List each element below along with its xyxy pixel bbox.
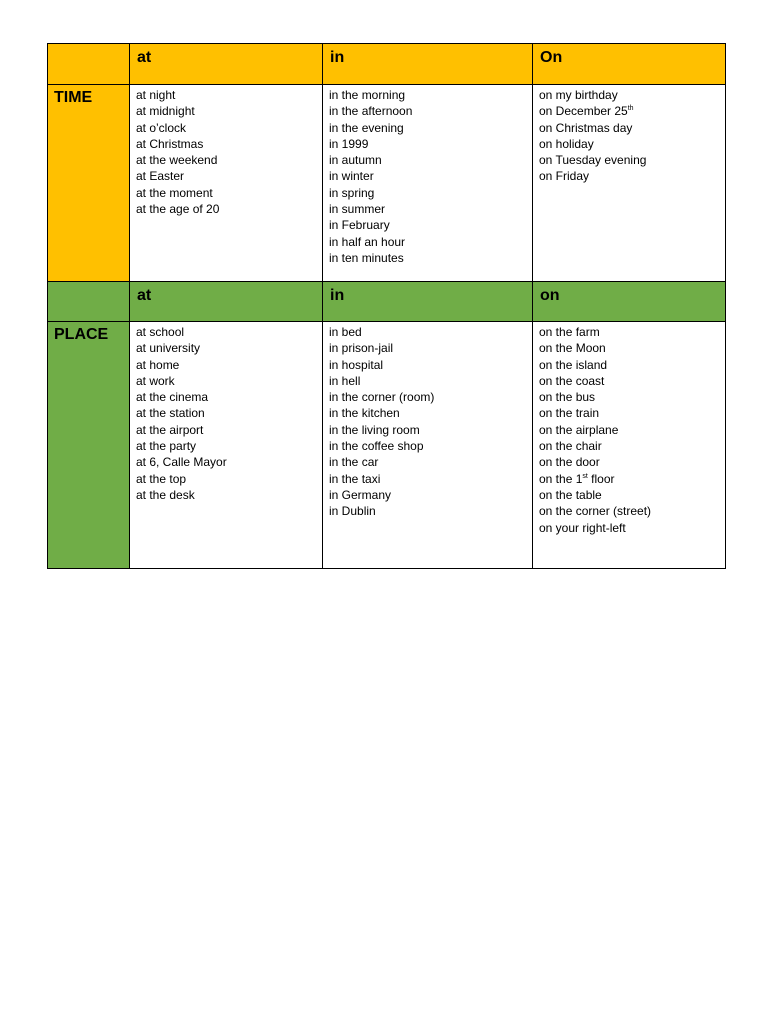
list-item <box>539 373 725 389</box>
place-at-header <box>130 282 323 322</box>
time-at-header <box>130 44 323 85</box>
item-text: at Christmas <box>136 136 204 151</box>
item-text: in spring <box>329 185 375 200</box>
time-in-header <box>323 44 533 85</box>
header-label: in <box>330 49 345 66</box>
item-text: in bed <box>329 325 362 339</box>
item-text: on the coast <box>539 373 605 388</box>
list-item <box>539 340 725 356</box>
item-text: in the kitchen <box>329 406 400 421</box>
list-item <box>329 324 532 340</box>
item-text: in ten minutes <box>329 250 404 265</box>
list-item <box>539 103 725 119</box>
item-text: at the station <box>136 406 205 421</box>
time-at-cell <box>130 85 323 282</box>
list-item <box>136 422 322 438</box>
time-label-cell <box>48 85 130 282</box>
item-text-tail: floor <box>587 471 615 486</box>
place-at-cell <box>130 322 323 569</box>
header-label: in <box>330 287 345 304</box>
list-item <box>539 487 725 503</box>
item-text: on Christmas day <box>539 120 633 135</box>
item-text: in prison-jail <box>329 341 394 356</box>
item-text: at the top <box>136 471 187 486</box>
place-label-cell <box>48 322 130 569</box>
time-on-header <box>533 44 726 85</box>
item-text: on the airplane <box>539 422 619 437</box>
place-in-cell <box>323 322 533 569</box>
list-item <box>329 454 532 470</box>
list-item <box>136 373 322 389</box>
item-text: in the living room <box>329 422 420 437</box>
time-label: TIME <box>54 89 93 106</box>
list-item <box>329 136 532 152</box>
place-on-cell <box>533 322 726 569</box>
place-at-list <box>130 322 322 503</box>
item-text: in the morning <box>329 88 406 102</box>
time-row <box>48 85 726 282</box>
item-text: on the island <box>539 357 608 372</box>
list-item <box>136 87 322 103</box>
list-item <box>539 136 725 152</box>
item-text: on December 25 <box>539 104 628 119</box>
list-item <box>329 168 532 184</box>
place-header-row <box>48 282 726 322</box>
list-item <box>329 357 532 373</box>
list-item <box>539 520 725 536</box>
item-text: in February <box>329 218 390 233</box>
item-text: in the corner (room) <box>329 390 435 405</box>
place-on-list <box>533 322 725 536</box>
place-in-header <box>323 282 533 322</box>
place-row <box>48 322 726 569</box>
time-on-cell <box>533 85 726 282</box>
list-item <box>136 389 322 405</box>
list-item <box>136 324 322 340</box>
item-text: at 6, Calle Mayor <box>136 455 227 470</box>
item-text: on the 1 <box>539 471 583 486</box>
item-text: on the chair <box>539 439 602 454</box>
list-item <box>136 152 322 168</box>
item-text: on the bus <box>539 390 596 405</box>
list-item <box>329 373 532 389</box>
place-label: PLACE <box>54 326 109 343</box>
list-item <box>136 405 322 421</box>
item-text: on the table <box>539 487 602 502</box>
header-label: on <box>540 287 560 304</box>
list-item <box>329 405 532 421</box>
item-text: in the coffee shop <box>329 439 424 454</box>
list-item <box>539 324 725 340</box>
item-text: at Easter <box>136 169 185 184</box>
item-text: in the afternoon <box>329 104 413 119</box>
ordinal-suffix: st <box>582 472 588 480</box>
item-text: on the corner (street) <box>539 504 652 519</box>
item-text: in 1999 <box>329 136 369 151</box>
list-item <box>329 234 532 250</box>
place-in-list <box>323 322 532 520</box>
list-item <box>539 422 725 438</box>
list-item <box>136 136 322 152</box>
item-text: in summer <box>329 202 386 217</box>
item-text: at the moment <box>136 185 213 200</box>
list-item <box>329 487 532 503</box>
item-text: at university <box>136 341 201 356</box>
list-item <box>329 250 532 266</box>
item-text: on the train <box>539 406 600 421</box>
item-text: in Germany <box>329 487 392 502</box>
item-text: on my birthday <box>539 88 618 102</box>
list-item <box>329 422 532 438</box>
list-item <box>329 152 532 168</box>
item-text: in winter <box>329 169 374 184</box>
item-text: in the evening <box>329 120 404 135</box>
header-label: at <box>137 287 152 304</box>
item-text: at home <box>136 357 180 372</box>
item-text: at the airport <box>136 422 204 437</box>
list-item <box>136 168 322 184</box>
list-item <box>329 389 532 405</box>
item-text: at midnight <box>136 104 195 119</box>
list-item <box>539 471 725 487</box>
item-text: in the car <box>329 455 379 470</box>
list-item <box>539 87 725 103</box>
list-item <box>329 438 532 454</box>
item-text: in hell <box>329 373 361 388</box>
list-item <box>136 487 322 503</box>
item-text: on your right-left <box>539 520 626 535</box>
prepositions-table <box>47 43 726 569</box>
item-text: in hospital <box>329 357 384 372</box>
item-text: on the door <box>539 455 600 470</box>
list-item <box>329 471 532 487</box>
item-text: at the cinema <box>136 390 209 405</box>
list-item <box>136 185 322 201</box>
time-header-row <box>48 44 726 85</box>
place-on-header <box>533 282 726 322</box>
item-text: in autumn <box>329 153 382 168</box>
item-text: at the party <box>136 439 197 454</box>
item-text: at work <box>136 373 175 388</box>
item-text: at night <box>136 88 176 102</box>
list-item <box>539 168 725 184</box>
list-item <box>329 217 532 233</box>
list-item <box>329 185 532 201</box>
ordinal-suffix: th <box>627 105 634 113</box>
place-corner-cell <box>48 282 130 322</box>
item-text: on Friday <box>539 169 590 184</box>
item-text: at school <box>136 325 185 339</box>
time-in-list <box>323 85 532 266</box>
list-item <box>539 120 725 136</box>
list-item <box>136 438 322 454</box>
item-text: on Tuesday evening <box>539 153 647 168</box>
list-item <box>329 103 532 119</box>
item-text: on holiday <box>539 136 594 151</box>
list-item <box>539 405 725 421</box>
header-label: On <box>540 49 563 66</box>
item-text: on the farm <box>539 325 600 339</box>
list-item <box>539 357 725 373</box>
list-item <box>329 201 532 217</box>
time-corner-cell <box>48 44 130 85</box>
item-text: on the Moon <box>539 341 606 356</box>
list-item <box>136 357 322 373</box>
list-item <box>539 389 725 405</box>
list-item <box>539 152 725 168</box>
list-item <box>329 120 532 136</box>
header-label: at <box>137 49 152 66</box>
item-text: at o’clock <box>136 120 187 135</box>
list-item <box>539 454 725 470</box>
list-item <box>136 454 322 470</box>
list-item <box>136 120 322 136</box>
item-text: at the weekend <box>136 153 218 168</box>
item-text: at the desk <box>136 487 195 502</box>
list-item <box>539 503 725 519</box>
list-item <box>136 103 322 119</box>
list-item <box>329 340 532 356</box>
list-item <box>329 503 532 519</box>
list-item <box>136 340 322 356</box>
list-item <box>539 438 725 454</box>
item-text: in Dublin <box>329 504 376 519</box>
time-on-list <box>533 85 725 185</box>
item-text: in half an hour <box>329 234 406 249</box>
list-item <box>136 471 322 487</box>
time-in-cell <box>323 85 533 282</box>
time-at-list <box>130 85 322 217</box>
list-item <box>136 201 322 217</box>
item-text: in the taxi <box>329 471 381 486</box>
list-item <box>329 87 532 103</box>
item-text: at the age of 20 <box>136 202 220 217</box>
